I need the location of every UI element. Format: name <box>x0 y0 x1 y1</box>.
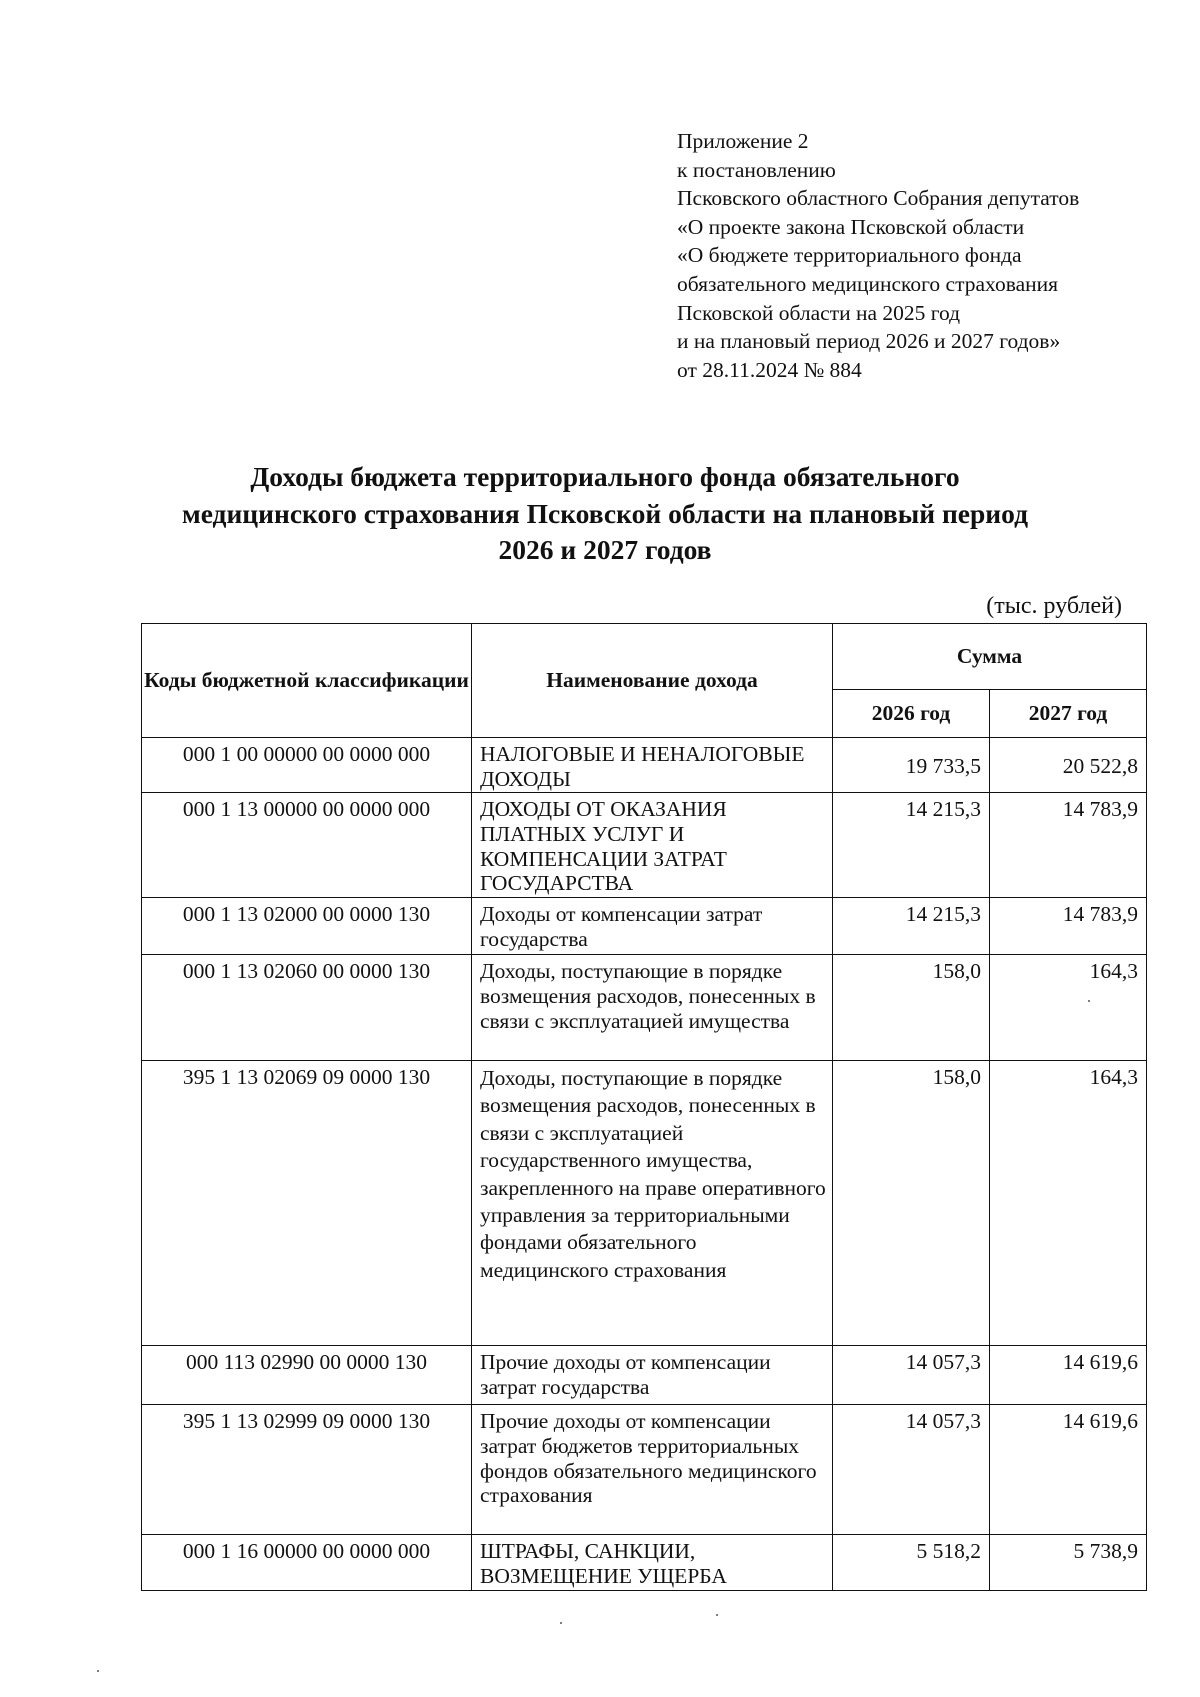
row-name: Прочие доходы от компенсации затрат бюджетов территориальных фондов обязательного медицинского страхования <box>472 1405 833 1535</box>
title-line: Доходы бюджета территориального фонда обязательного <box>250 461 960 492</box>
row-value-2027: 164,3 <box>990 1061 1147 1346</box>
row-code: 000 1 13 02000 00 0000 130 <box>142 898 472 955</box>
row-value-2027: 14 783,9 <box>990 898 1147 955</box>
row-value-2027: 5 738,9 <box>990 1535 1147 1591</box>
table-row <box>142 738 1147 793</box>
scan-speck <box>1088 1000 1090 1002</box>
appendix-note <box>677 127 1079 384</box>
title-line: медицинского страхования Псковской области на плановый период <box>181 497 1029 529</box>
row-name: ШТРАФЫ, САНКЦИИ, ВОЗМЕЩЕНИЕ УЩЕРБА <box>472 1535 833 1591</box>
row-value-2026: 14 057,3 <box>833 1346 990 1405</box>
row-value-2026: 19 733,5 <box>833 738 990 793</box>
table-row <box>142 955 1147 1061</box>
appendix-line: к постановлению <box>677 157 836 182</box>
header-sum: Сумма <box>833 624 1147 690</box>
header-name: Наименование дохода <box>472 624 833 738</box>
appendix-line: Псковского областного Собрания депутатов <box>677 186 1080 211</box>
appendix-line: Псковской области на 2025 год <box>677 300 961 325</box>
row-value-2026: 14 057,3 <box>833 1405 990 1535</box>
row-code: 000 113 02990 00 0000 130 <box>142 1346 472 1405</box>
row-code: 000 1 00 00000 00 0000 000 <box>142 738 472 793</box>
table-row <box>142 898 1147 955</box>
table-row <box>142 1061 1147 1346</box>
document-title <box>90 459 1120 569</box>
table-row <box>142 1535 1147 1591</box>
row-value-2027: 20 522,8 <box>990 738 1147 793</box>
row-value-2026: 14 215,3 <box>833 793 990 898</box>
header-code: Коды бюджетной классификации <box>142 624 472 738</box>
scan-speck <box>716 1614 718 1616</box>
row-value-2027: 14 783,9 <box>990 793 1147 898</box>
units-note: (тыс. рублей) <box>986 593 1122 619</box>
appendix-line: «О проекте закона Псковской области <box>677 214 1025 239</box>
row-value-2026: 14 215,3 <box>833 898 990 955</box>
row-name: НАЛОГОВЫЕ И НЕНАЛОГОВЫЕ ДОХОДЫ <box>472 738 833 793</box>
scan-speck <box>97 1670 99 1672</box>
row-name: Доходы, поступающие в порядке возмещения расходов, понесенных в связи с эксплуатацией имущества <box>472 955 833 1061</box>
header-year-2027: 2027 год <box>990 690 1147 738</box>
row-name: Прочие доходы от компенсации затрат государства <box>472 1346 833 1405</box>
table-row <box>142 1346 1147 1405</box>
appendix-line: «О бюджете территориального фонда <box>677 243 1022 268</box>
header-year-2026: 2026 год <box>833 690 990 738</box>
row-code: 000 1 13 00000 00 0000 000 <box>142 793 472 898</box>
row-value-2027: 14 619,6 <box>990 1346 1147 1405</box>
appendix-line: Приложение 2 <box>677 129 809 153</box>
table-row <box>142 793 1147 898</box>
row-value-2026: 158,0 <box>833 955 990 1061</box>
row-code: 000 1 16 00000 00 0000 000 <box>142 1535 472 1591</box>
row-name: ДОХОДЫ ОТ ОКАЗАНИЯ ПЛАТНЫХ УСЛУГ И КОМПЕНСАЦИИ ЗАТРАТ ГОСУДАРСТВА <box>472 793 833 898</box>
income-table <box>141 623 1147 1591</box>
row-value-2027: 14 619,6 <box>990 1405 1147 1535</box>
appendix-line: обязательного медицинского страхования <box>677 271 1059 296</box>
row-code: 395 1 13 02069 09 0000 130 <box>142 1061 472 1346</box>
table-row <box>142 1405 1147 1535</box>
appendix-line: от 28.11.2024 № 884 <box>677 357 862 382</box>
row-name: Доходы, поступающие в порядке возмещения расходов, понесенных в связи с эксплуатацией государственного имущества, закрепленного на праве оперативного управления за территориальными фондами обязательного медицинского страхования <box>472 1061 833 1346</box>
row-value-2026: 5 518,2 <box>833 1535 990 1591</box>
title-line: 2026 и 2027 годов <box>498 534 712 565</box>
appendix-line: и на плановый период 2026 и 2027 годов» <box>677 329 1061 354</box>
row-value-2027: 164,3 <box>990 955 1147 1061</box>
row-code: 395 1 13 02999 09 0000 130 <box>142 1405 472 1535</box>
row-value-2026: 158,0 <box>833 1061 990 1346</box>
scan-speck <box>560 1622 562 1624</box>
row-code: 000 1 13 02060 00 0000 130 <box>142 955 472 1061</box>
row-name: Доходы от компенсации затрат государства <box>472 898 833 955</box>
